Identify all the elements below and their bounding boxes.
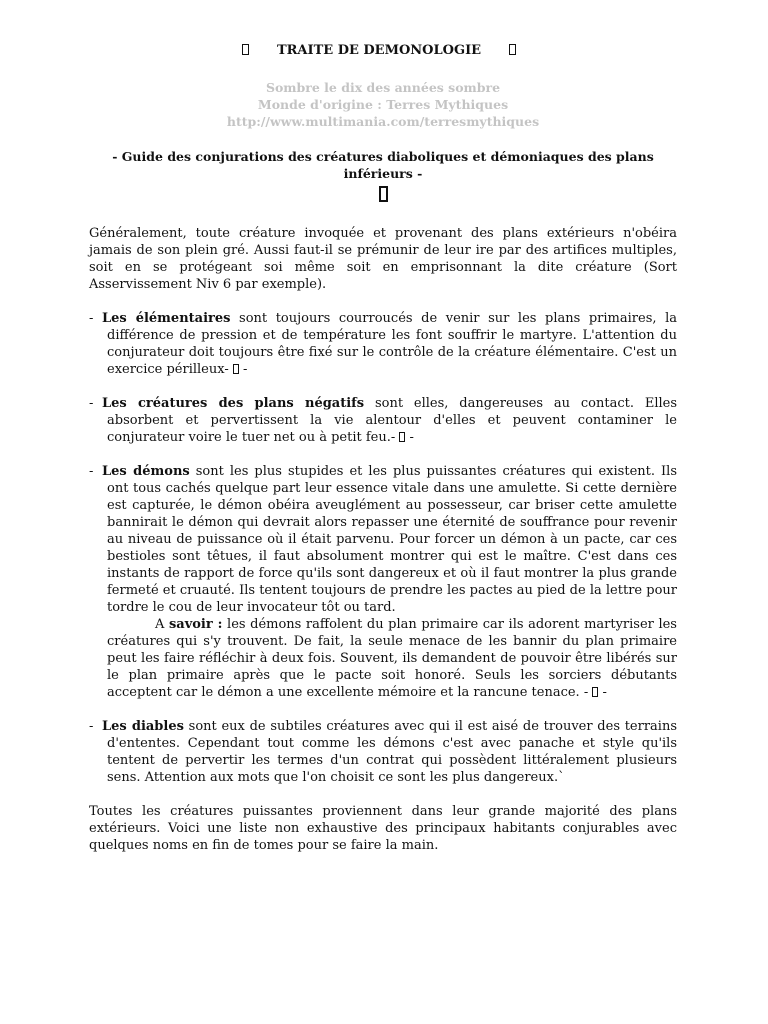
item-end: - [238,362,248,377]
item-term: Les créatures des plans négatifs [102,396,365,411]
list-dash: - [89,396,94,411]
item-text: sont toujours courroucés de venir sur les plans primaires, la différence de pression et de température les font souffrir le martyre. L'attention du conjurateur doit toujours être fixé sur le contrôle de la créature élémentaire. C'est un exercice périlleux- [107,311,677,377]
list-item-demons [89,463,677,701]
glyph-box-icon [242,44,249,55]
list-dash: - [89,311,94,326]
item-term: Les élémentaires [102,311,231,326]
item-end: - [598,685,607,700]
title-text: TRAITE DE DEMONOLOGIE [276,43,482,58]
list-item-diables [89,718,677,786]
item-term: Les diables [102,719,184,734]
list-dash: - [89,719,94,734]
list-dash: - [89,464,94,479]
list-item-plans-negatifs [89,395,677,446]
glyph-box-icon [509,44,516,55]
savoir-prefix: A [155,617,169,632]
intro-paragraph: Généralement, toute créature invoquée et provenant des plans extérieurs n'obéira jamais de son plein gré. Aussi faut-il se prémunir de leur ire par des artifices multiples, soit en se protégeant soi même soit en emprisonnant la dite créature (Sort Asservissement Niv 6 par exemple). [89,226,677,292]
meta-block [89,79,677,130]
savoir-term: savoir : [168,617,223,632]
item-term: Les démons [102,464,190,479]
item-text: sont les plus stupides et les plus puissantes créatures qui existent. Ils ont tous cachés quelque part leur essence vitale dans une amulette. Si cette dernière est capturée, le démon obéira aveuglément au possesseur, car briser cette amulette bannirait le démon qui devrait alors repasser une éternité de souffrance pour revenir au niveau de puissance où il était parvenu. Pour forcer un démon à un pacte, car ces bestioles sont têtues, il faut absolument montrer qui est le maître. C'est dans ces instants de rapport de force qu'ils sont dangereux et où il faut montrer la plus grande fermeté et cruauté. Ils tentent toujours de prendre les pactes au pied de la lettre pour tordre le cou de leur invocateur tôt ou tard. [107,464,677,615]
subtitle-glyph [89,186,677,206]
savoir-note [107,616,677,701]
document-subtitle: - Guide des conjurations des créatures diaboliques et démoniaques des plans inférieurs - [112,149,654,181]
document-title [89,42,677,59]
glyph-box-icon [379,186,388,202]
document-page [89,42,677,854]
item-end: - [405,430,414,445]
meta-url: http://www.multimania.com/terresmythiques [226,114,540,129]
savoir-text: les démons raffolent du plan primaire car ils adorent martyriser les créatures qui s'y trouvent. De fait, la seule menace de les bannir du plan primaire peut les faire réfléchir à deux fois. Souvent, ils demandent de pouvoir être libérés sur le plan primaire après que le pacte soit honoré. Seuls les sorciers débutants acceptent car le démon a une excellente mémoire et la rancune tenace. - [107,617,677,700]
meta-date: Sombre le dix des années sombre [265,80,501,95]
item-text: sont elles, dangereuses au contact. Elles absorbent et pervertissent la vie alentour d'elles et peuvent contaminer le conjurateur voire le tuer net ou à petit feu.- [107,396,677,445]
outro-paragraph: Toutes les créatures puissantes proviennent dans leur grande majorité des plans extérieurs. Voici une liste non exhaustive des principaux habitants conjurables avec quelques noms en fin de tomes pour se faire la main. [89,804,677,853]
item-text: sont eux de subtiles créatures avec qui il est aisé de trouver des terrains d'ententes. Cependant tout comme les démons c'est avec panache et style qu'ils tentent de pervertir les termes d'un contrat qui possèdent littéralement plusieurs sens. Attention aux mots que l'on choisit ce sont les plus dangereux.` [107,719,678,785]
meta-origin: Monde d'origine : Terres Mythiques [257,97,509,112]
list-item-elementaires [89,310,677,378]
